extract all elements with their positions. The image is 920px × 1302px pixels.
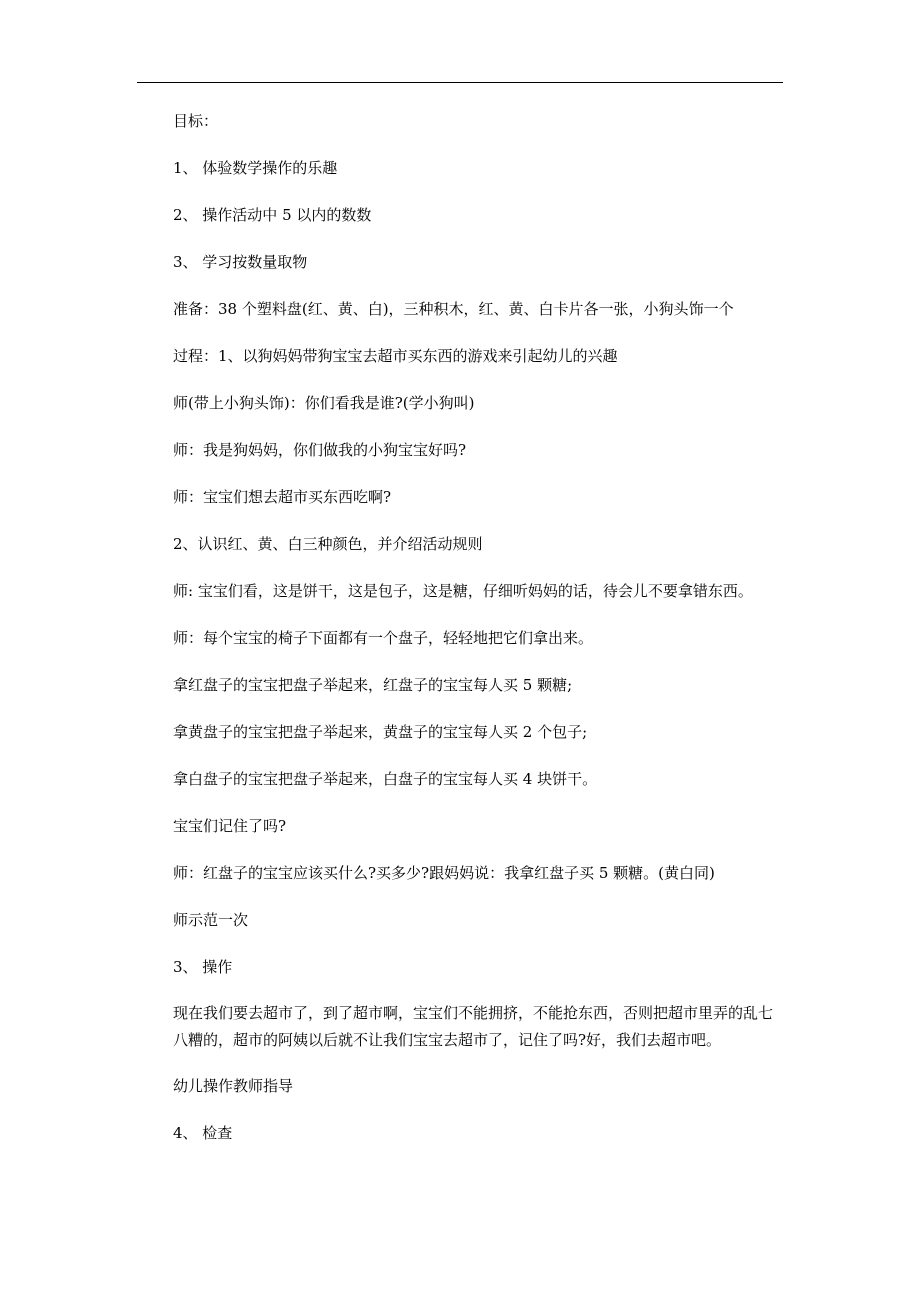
dialogue-line: 师：宝宝们想去超市买东西吃啊? xyxy=(173,488,392,506)
supermarket-instructions: 现在我们要去超市了，到了超市啊，宝宝们不能拥挤，不能抢东西，否则把超市里弄的乱七八糟的，超市的阿姨以后就不让我们宝宝去超市了，记住了吗?好，我们去超市吧。 xyxy=(173,1004,774,1049)
process-step-3: 3、 操作 xyxy=(173,958,233,976)
goal-item-3: 3、 学习按数量取物 xyxy=(173,253,308,271)
rule-red-plate: 拿红盘子的宝宝把盘子举起来，红盘子的宝宝每人买 5 颗糖; xyxy=(173,676,573,694)
goal-item-2: 2、 操作活动中 5 以内的数数 xyxy=(173,206,372,224)
goal-item-1: 1、 体验数学操作的乐趣 xyxy=(173,159,338,177)
header-rule xyxy=(137,82,783,83)
demonstration-note: 师示范一次 xyxy=(173,911,249,929)
rule-yellow-plate: 拿黄盘子的宝宝把盘子举起来，黄盘子的宝宝每人买 2 个包子; xyxy=(173,723,588,741)
dialogue-line: 宝宝们记住了吗? xyxy=(173,817,287,835)
document-body xyxy=(173,111,783,1170)
process-step-2: 2、认识红、黄、白三种颜色，并介绍活动规则 xyxy=(173,535,483,553)
preparation-paragraph: 准备：38 个塑料盘(红、黄、白)，三种积木，红、黄、白卡片各一张，小狗头饰一个 xyxy=(173,300,734,318)
rule-white-plate: 拿白盘子的宝宝把盘子举起来，白盘子的宝宝每人买 4 块饼干。 xyxy=(173,770,598,788)
process-step-4: 4、 检查 xyxy=(173,1124,233,1142)
dialogue-line: 师: 宝宝们看，这是饼干，这是包子，这是糖，仔细听妈妈的话，待会儿不要拿错东西。 xyxy=(173,582,753,600)
guidance-note: 幼儿操作教师指导 xyxy=(173,1077,294,1095)
process-step-1: 过程：1、以狗妈妈带狗宝宝去超市买东西的游戏来引起幼儿的兴趣 xyxy=(173,347,618,365)
dialogue-line: 师：每个宝宝的椅子下面都有一个盘子，轻轻地把它们拿出来。 xyxy=(173,629,594,647)
dialogue-line: 师(带上小狗头饰)：你们看我是谁?(学小狗叫) xyxy=(173,394,475,412)
section-heading-goals: 目标： xyxy=(173,112,219,130)
dialogue-line: 师：我是狗妈妈，你们做我的小狗宝宝好吗? xyxy=(173,441,467,459)
dialogue-line: 师：红盘子的宝宝应该买什么?买多少?跟妈妈说：我拿红盘子买 5 颗糖。(黄白同) xyxy=(173,864,715,882)
